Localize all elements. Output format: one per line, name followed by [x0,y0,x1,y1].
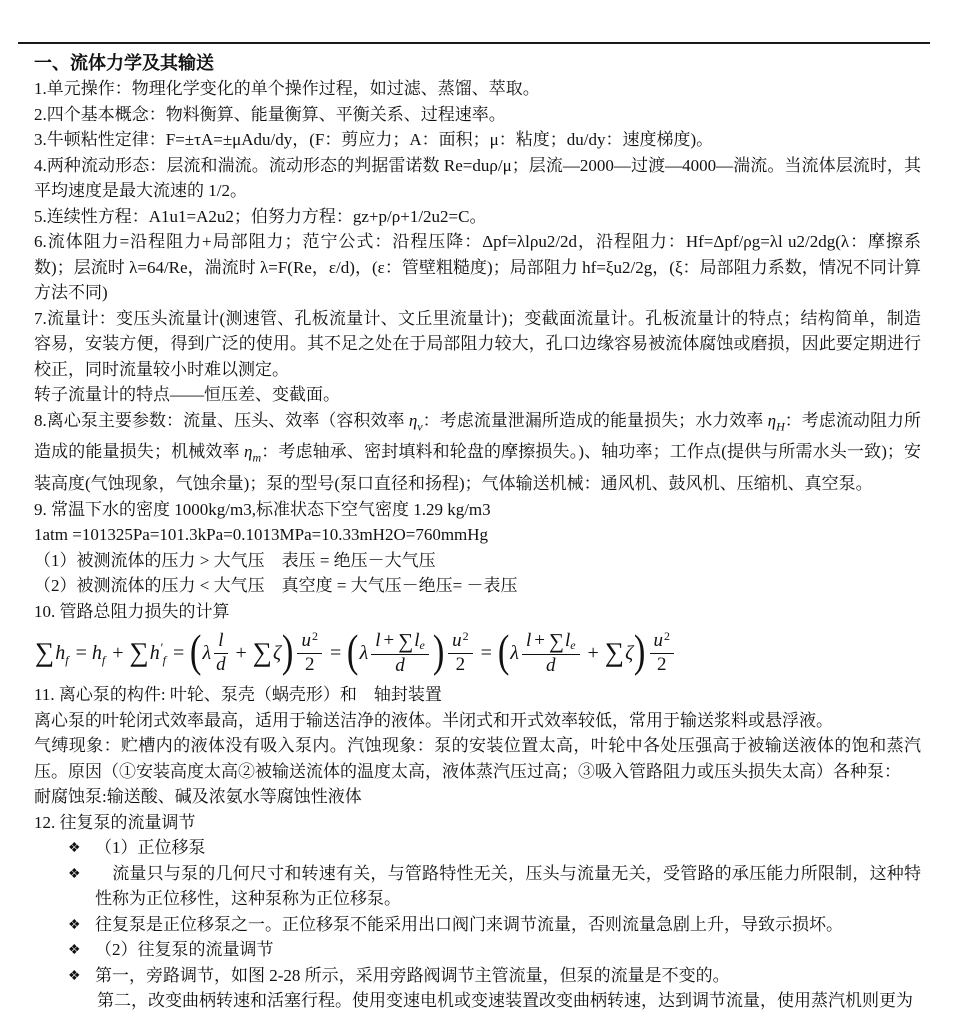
list-item-2 [34,861,921,912]
den-2: 2 [657,653,667,675]
var-l: l [525,629,532,651]
var-l: l [414,629,420,651]
list-item-5 [34,963,921,989]
item-6: 6.流体阻力=沿程阻力+局部阻力；范宁公式：沿程压降：Δpf=λlρu2/2d，沿程阻力：Hf=Δpf/ρg=λl u2/2dg(λ：摩擦系数)；层流时 λ=64/Re，湍流时 λ=F(Re，ε/d)，(ε：管壁粗糙度)；局部阻力 hf=ξu2/2g，(ξ：局部阻力系数，情况不同计算方法不同) [34,232,921,302]
eta-symbol: η [244,442,253,462]
list-item-text: 流量只与泵的几何尺寸和转速有关，与管路特性无关，压头与流量无关，受管路的承压能力所限制，这种特性称为正位移性，这种泵称为正位移泵。 [95,863,921,909]
den-2: 2 [304,653,315,675]
right-paren: ) [634,625,646,677]
item-4: 4.两种流动形态：层流和湍流。流动形态的判据雷诺数 Re=duρ/μ；层流—2000—过渡—4000—湍流。当流体层流时，其平均速度是最大流速的 1/2。 [34,155,921,200]
item-10: 10. 管路总阻力损失的计算 [34,601,230,621]
diamond-bullet-icon: ❖ [68,841,81,857]
section-title: 一、流体力学及其输送 [34,53,214,73]
var-h: h [55,641,66,664]
sub-f: f [101,652,106,667]
var-l: l [375,629,381,651]
equals: = [329,641,342,664]
text-run: ：考虑流动阻力所造成的能量损失；机械效率 [34,410,922,462]
plus: + [534,629,545,651]
item-7: 7.流量计：变压头流量计(测速管、孔板流量计、文丘里流量计)；变截面流量计。孔板流量计的特点；结构简单，制造容易，安装方便，得到广泛的使用。其不足之处在于局部阻力较大，孔口边缘容易被流体腐蚀或磨损，因此要定期进行校正，同时流量较小时难以测定。 [34,308,921,379]
item-11-impeller: 离心泵的叶轮闭式效率最高，适用于输送洁净的液体。半闭式和开式效率较低，常用于输送浆料或悬浮液。 [34,710,833,730]
var-u: u [452,629,462,651]
var-lambda: λ [202,641,212,664]
var-lambda: λ [359,641,369,664]
sup-2: 2 [664,628,671,643]
item-11-cavitation: 气缚现象：贮槽内的液体没有吸入泵内。汽蚀现象：泵的安装位置太高，叶轮中各处压强高于被输送液体的饱和蒸汽压。原因（①安装高度太高②被输送流体的温度太高，液体蒸汽压过高；③吸入管路阻力或压头损失太高）各种泵： [34,736,921,781]
eta-subscript-m: m [252,450,262,465]
eta-subscript-H: H [776,418,785,433]
fraction-u2-over-2 [448,628,473,676]
text-run: 8.离心泵主要参数：流量、压头、效率（容积效率 [34,410,409,430]
diamond-bullet-icon: ❖ [68,866,81,882]
left-paren: ( [497,625,510,677]
text-run: ：考虑流量泄漏所造成的能量损失；水力效率 [422,410,768,430]
var-u: u [653,629,664,651]
item-8 [34,408,921,497]
plus: + [235,641,247,664]
list-item-text: （1）正位移泵 [95,838,206,858]
sum-icon: ∑ [604,636,625,667]
var-lambda: λ [510,641,519,664]
sum-icon: ∑ [252,636,273,667]
list-item-text: （2）往复泵的流量调节 [95,940,274,960]
fraction-u2-over-2 [650,628,675,676]
item-9: 9. 常温下水的密度 1000kg/m3,标准状态下空气密度 1.29 kg/m3 [34,499,491,519]
diamond-bullet-icon: ❖ [68,968,81,984]
var-l: l [218,629,224,651]
equals: = [172,641,185,664]
item-11: 11. 离心泵的构件: 叶轮、泵壳（蜗壳形）和 轴封装置 [34,685,442,705]
diamond-bullet-icon: ❖ [68,917,81,933]
plus: + [383,629,395,651]
right-paren: ) [432,625,445,677]
list-item-3 [34,912,921,938]
left-paren: ( [190,625,202,677]
fraction-l-plus-sum-le-over-d [522,630,580,677]
list-item-text: 第一，旁路调节，如图 2-28 所示，采用旁路阀调节主管流量，但泵的流量是不变的。 [95,965,730,985]
var-u: u [301,629,311,651]
var-d: d [216,653,226,675]
continuation-line: 第二，改变曲柄转速和活塞行程。使用变速电机或变速装置改变曲柄转速，达到调节流量，使用蒸汽机则更为 [97,991,913,1011]
item-9-vacuum: （2）被测流体的压力 < 大气压 真空度 = 大气压－绝压= －表压 [34,576,518,596]
eta-symbol: η [767,410,777,430]
prime: ′ [159,640,163,656]
eta-symbol: η [408,410,418,430]
sup-2: 2 [311,628,318,643]
var-h: h [149,641,160,664]
plus: + [587,641,599,664]
equals: = [480,641,492,664]
page [0,42,954,1035]
equals: = [75,641,87,664]
sub-e: e [419,637,425,652]
sub-e: e [570,637,576,652]
item-3: 3.牛顿粘性定律：F=±τA=±μAdu/dy，(F：剪应力；A：面积；μ：粘度；du/dy：速度梯度)。 [34,130,714,149]
var-zeta: ζ [273,641,282,664]
left-paren: ( [347,625,359,677]
item-5: 5.连续性方程：A1u1=A2u2；伯努力方程：gz+p/ρ+1/2u2=C。 [34,206,487,226]
sup-2: 2 [462,628,469,643]
var-zeta: ζ [625,641,634,664]
var-d: d [395,654,405,676]
item-1: 1.单元操作：物理化学变化的单个操作过程，如过滤、蒸馏、萃取。 [34,79,540,98]
item-11-corrosion-pump: 耐腐蚀泵:输送酸、碱及浓氨水等腐蚀性液体 [34,787,362,807]
sub-f: f [65,652,69,667]
list-item-1 [34,835,921,861]
var-l: l [564,629,571,651]
fraction-l-over-d [214,631,227,676]
sum-icon: ∑ [35,636,55,667]
right-paren: ) [282,625,294,677]
list-item-text: 往复泵是正位移泵之一。正位移泵不能采用出口阀门来调节流量，否则流量急剧上升，导致示损坏。 [95,914,843,934]
text-run: ：考虑轴承、密封填料和轮盘的摩擦损失。)、轴功率；工作点(提供与所需水头一致)；安装高度(气蚀现象，气蚀余量)；泵的型号(泵口直径和扬程)；气体输送机械：通风机、鼓风机、压缩机、真空泵。 [34,442,922,494]
fraction-l-plus-sum-le-over-d [371,630,429,677]
sum-icon: ∑ [548,628,564,653]
den-2: 2 [455,653,466,675]
item-12: 12. 往复泵的流量调节 [34,812,196,832]
item-2: 2.四个基本概念：物料衡算、能量衡算、平衡关系、过程速率。 [34,104,506,124]
plus: + [112,641,124,664]
var-h: h [91,641,102,664]
sum-icon: ∑ [129,636,149,667]
sum-icon: ∑ [398,628,414,653]
item-9-gauge-pressure: （1）被测流体的压力 > 大气压 表压 = 绝压－大气压 [34,550,436,570]
item-7-rotameter: 转子流量计的特点——恒压差、变截面。 [34,385,340,404]
eta-subscript-v: v [417,418,423,433]
sub-f: f [162,652,166,667]
list-item-4 [34,937,921,963]
fraction-u2-over-2 [297,628,322,676]
formula-total-head-loss [34,626,921,680]
item-9-atm: 1atm =101325Pa=101.3kPa=0.1013MPa=10.33mH2O=760mmHg [34,525,489,545]
document-body [0,44,954,1014]
var-d: d [546,654,556,676]
diamond-bullet-icon: ❖ [68,943,81,959]
